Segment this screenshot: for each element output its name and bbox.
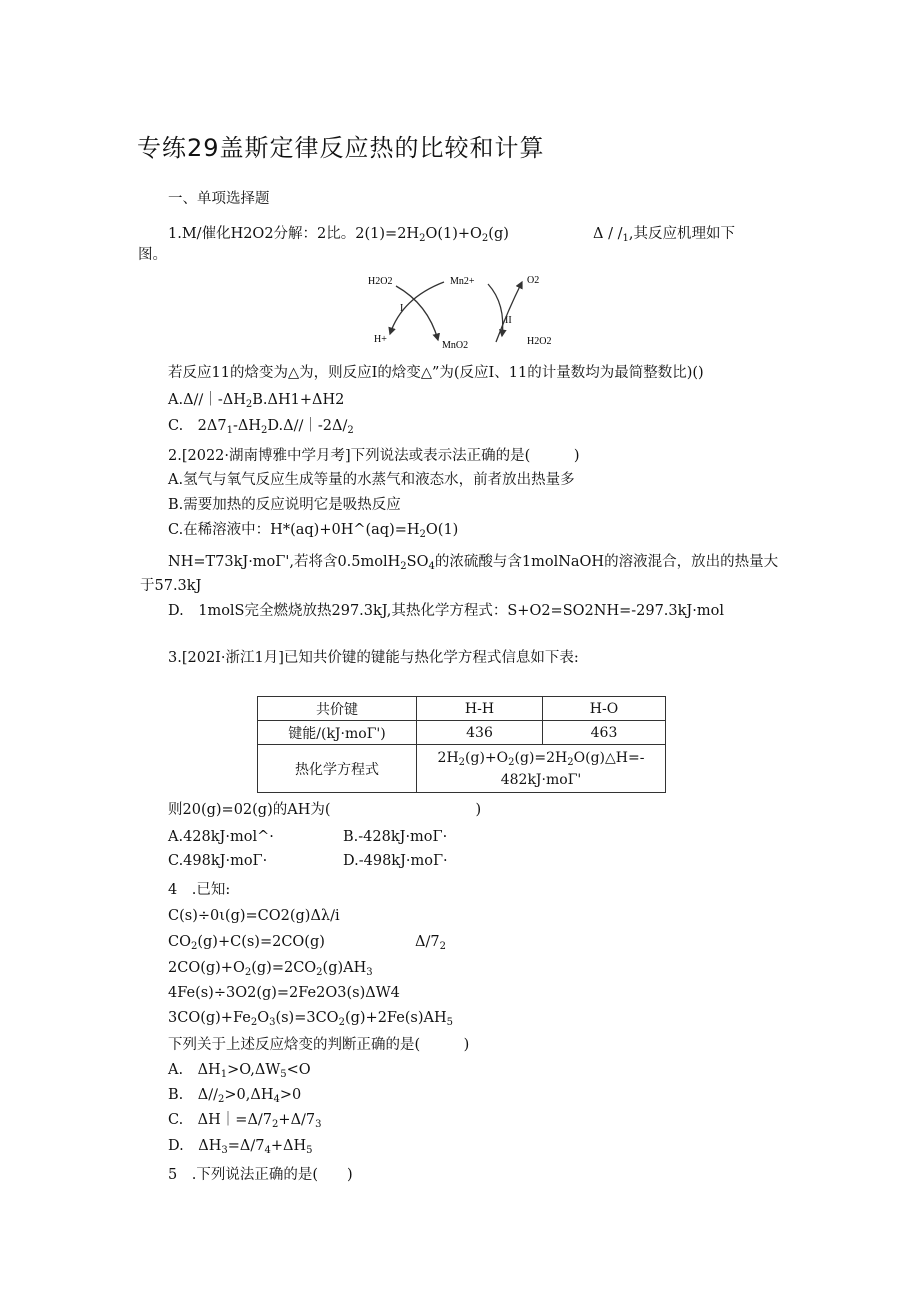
table-header-ho: H-O bbox=[543, 697, 666, 721]
q1-options-cd: C. $2\Delta 7_1-\Delta H_2D.\Delta∕∕|-2\Delta∕_2$ bbox=[168, 418, 354, 436]
q2-option-c: C.在稀溶液中：$H*(aq)+0H\^{}(aq)=H_2O(1)$ bbox=[168, 522, 459, 540]
arrow-i-left bbox=[390, 282, 444, 334]
q1-line2: 图。 bbox=[138, 247, 167, 263]
label-ii: II bbox=[505, 315, 512, 326]
table-cell-hh-energy: 436 bbox=[417, 721, 543, 745]
page-title: 专练29盖斯定律反应热的比较和计算 bbox=[137, 134, 545, 162]
mn2-label: Mn2+ bbox=[450, 276, 475, 287]
table-header-hh: H-H bbox=[417, 697, 543, 721]
q2-option-a: A.氢气与氧气反应生成等量的水蒸气和液态水，前者放出热量多 bbox=[168, 472, 575, 488]
arrow-ii-right bbox=[496, 282, 522, 342]
q5-stem: 5 .下列说法正确的是( ) bbox=[168, 1167, 353, 1183]
q1-options-ab: $A.\Delta∕∕|-\Delta H_2B.\Delta H1+\Delta H2$ bbox=[168, 392, 345, 410]
h2o2-bottom-label: H2O2 bbox=[527, 336, 552, 347]
h2o2-top-label: H2O2 bbox=[368, 276, 393, 287]
q4-equation-3: $2CO(g)+O_2(g)=2CO_2(g)AH_3$ bbox=[168, 960, 373, 978]
q2-stem: 2.[2022·湖南博雅中学月考]下列说法或表示法正确的是( ) bbox=[168, 448, 580, 464]
table-header-bond: 共价键 bbox=[258, 697, 417, 721]
q4-option-a: A. $\Delta H_1>O,\Delta W_5<O$ bbox=[168, 1062, 311, 1080]
reaction-mechanism-diagram bbox=[362, 268, 557, 353]
q3-option-d: D.-498kJ·moΓ· bbox=[343, 853, 448, 869]
q4-ask: 下列关于上述反应焓变的判断正确的是( ) bbox=[168, 1037, 470, 1053]
q3-option-c: C.498kJ·moΓ· bbox=[168, 853, 268, 869]
q4-equation-1: C(s)÷0ι(g)=CO2(g)Δλ∕i bbox=[168, 908, 340, 924]
q4-equation-4: 4Fe(s)÷3O2(g)=2Fe2O3(s)ΔW4 bbox=[168, 985, 400, 1001]
q1-question: 若反应11的焓变为△为，则反应I的焓变△”为(反应I、11的计量数均为最简整数比)() bbox=[168, 365, 704, 381]
q3-option-a: A.428kJ·mol^· bbox=[168, 829, 274, 845]
h-plus-label: H+ bbox=[374, 334, 387, 345]
table-cell-ho-energy: 463 bbox=[543, 721, 666, 745]
arrow-ii-left bbox=[488, 284, 503, 336]
table-row-energy-label: 键能/(kJ·moΓ') bbox=[258, 721, 417, 745]
q1-line1: 1.M/催化H2O2分解：2比。$2(1)=2H_2O(1)+O_2(g)$ bbox=[168, 226, 509, 244]
q4-stem: 4 .已知: bbox=[168, 882, 231, 898]
q4-equation-2: $CO_2(g)+C(s)=2CO(g)$ bbox=[168, 934, 325, 952]
q3-option-b: B.-428kJ·moΓ· bbox=[343, 829, 448, 845]
q3-stem: 3.[202I·浙江1月]已知共价键的键能与热化学方程式信息如下表: bbox=[168, 650, 579, 666]
q2-option-c-line3: 于57.3kJ bbox=[140, 578, 202, 594]
q4-equation-2-dh: $\Delta∕7_2$ bbox=[415, 934, 446, 952]
q1-line1-tail: Δ / $/_1$,其反应机理如下 bbox=[593, 226, 735, 244]
q4-equation-5: $3CO(g)+Fe_2O_3(s)=3CO_2(g)+2Fe(s)AH_5$ bbox=[168, 1010, 454, 1028]
q2-option-d: D. 1molS完全燃烧放热297.3kJ,其热化学方程式：S+O2=SO2NH=-297.3kJ·mol bbox=[168, 603, 724, 619]
bond-energy-table bbox=[257, 696, 666, 793]
q2-option-b: B.需要加热的反应说明它是吸热反应 bbox=[168, 497, 401, 513]
label-i: I bbox=[400, 303, 404, 314]
q3-ask: 则20(g)=02(g)的AH为( ) bbox=[168, 802, 482, 818]
section-heading: 一、单项选择题 bbox=[168, 191, 270, 207]
q4-option-d: D. $\Delta H_3=\Delta∕7_4+\Delta H_5$ bbox=[168, 1138, 313, 1156]
q2-option-c-line2: NH=T73kJ·moΓ',若将含$0.5molH_2SO_4$的浓硫酸与含1molNaOH的溶液混合，放出的热量大 bbox=[168, 554, 779, 572]
mno2-label: MnO2 bbox=[442, 340, 469, 351]
table-row-equation-label: 热化学方程式 bbox=[258, 745, 417, 793]
o2-label: O2 bbox=[527, 275, 540, 286]
q4-option-c: C. $\Delta H|=\Delta∕7_2+\Delta∕7_3$ bbox=[168, 1112, 322, 1130]
table-cell-equation: $2H_2(g)+O_2(g)=2H_2O(g)\triangle H=-$ 482kJ·moΓ' bbox=[417, 745, 666, 793]
q4-option-b: B. $\Delta∕∕_2>0,\Delta H_4>0$ bbox=[168, 1087, 302, 1105]
